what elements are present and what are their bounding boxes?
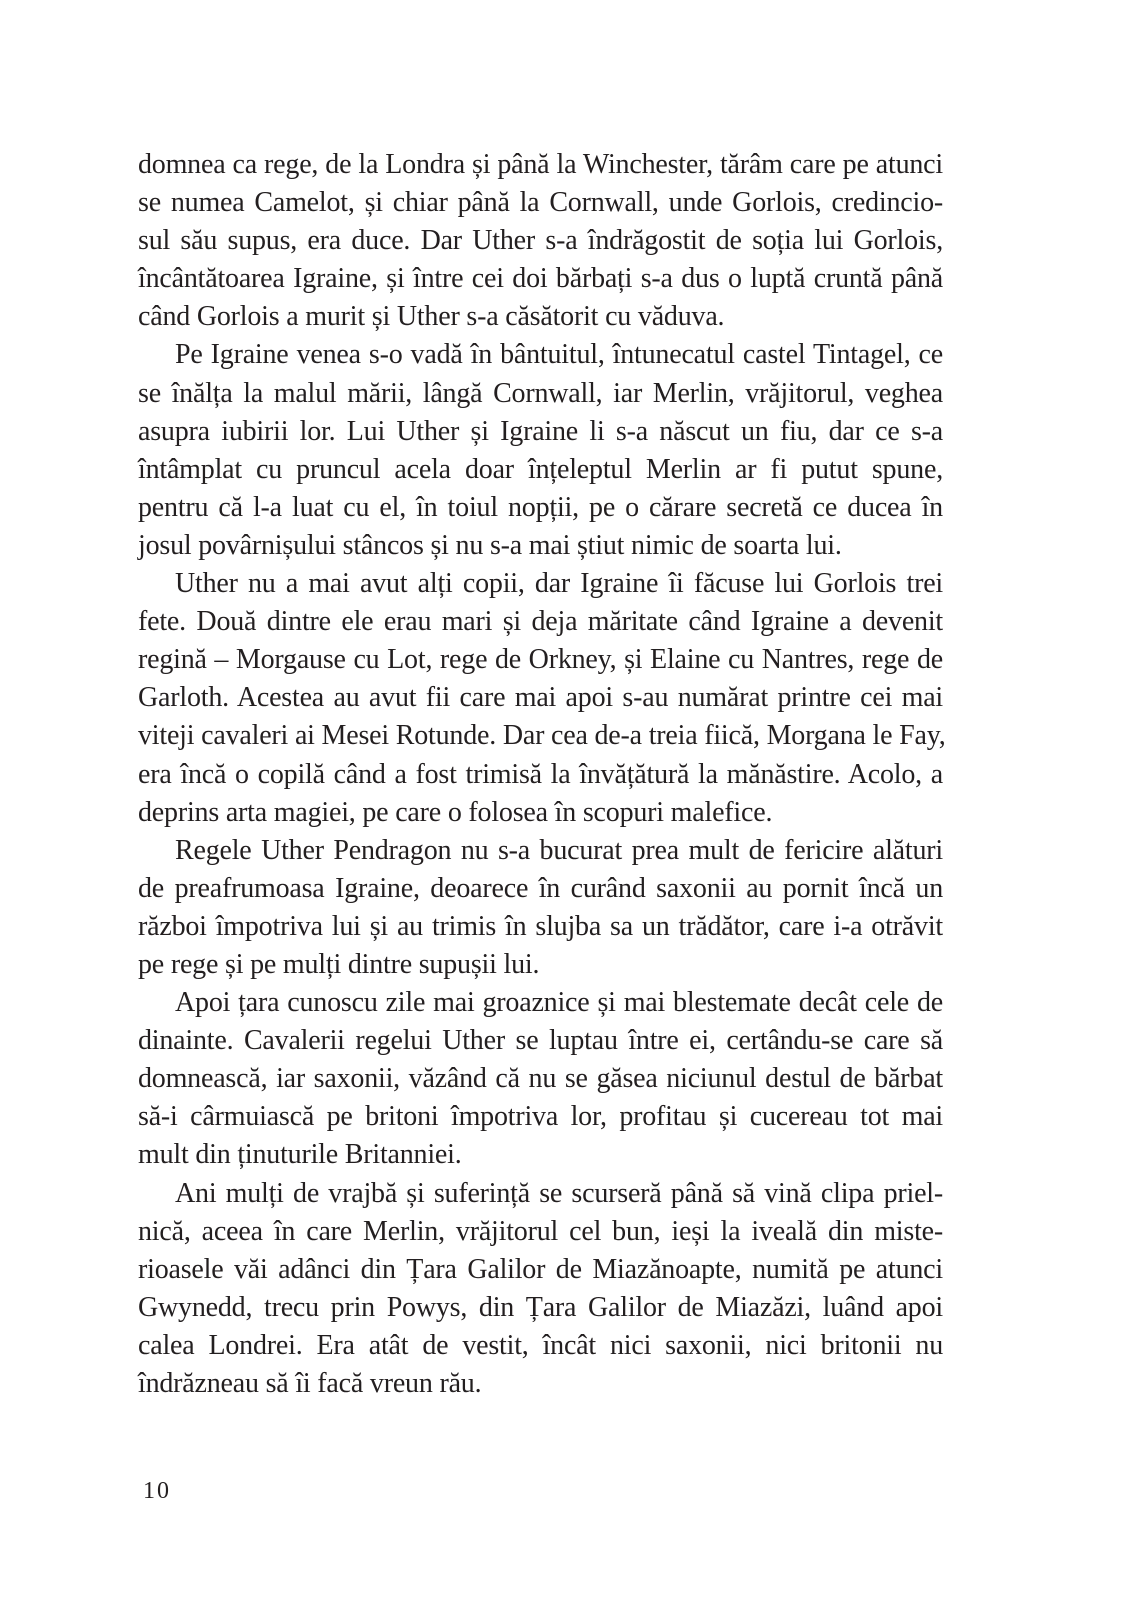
text-line: Gwynedd, trecu prin Powys, din Țara Galilor de Miazăzi, luând apoi: [138, 1291, 943, 1323]
paragraph: [138, 565, 946, 832]
text-line: încântătoarea Igraine, și între cei doi bărbați s-a dus o luptă cruntă până: [138, 263, 943, 295]
text-line: îndrăzneau să îi facă vreun rău.: [138, 1368, 482, 1399]
paragraph: [138, 984, 943, 1174]
text-line: întâmplat cu pruncul acela doar înțeleptul Merlin ar fi putut spune,: [138, 453, 943, 485]
text-line: Ani mulți de vrajbă și suferință se scurseră până să vină clipa priel-: [175, 1177, 943, 1209]
text-line: se numea Camelot, și chiar până la Cornwall, unde Gorlois, credincio-: [138, 187, 943, 219]
text-line: Apoi țara cunoscu zile mai groaznice și mai blestemate decât cele de: [175, 987, 943, 1019]
text-line: Pe Igraine venea s-o vadă în bântuitul, întunecatul castel Tintagel, ce: [175, 339, 943, 371]
text-line: josul povârnișului stâncos și nu s-a mai știut nimic de soarta lui.: [138, 529, 842, 561]
paragraph: [138, 336, 943, 565]
text-line: se înălța la malul mării, lângă Cornwall, iar Merlin, vrăjitorul, veghea: [138, 377, 943, 409]
text-line: Regele Uther Pendragon nu s-a bucurat prea mult de fericire alături: [175, 834, 943, 866]
text-line: fete. Două dintre ele erau mari și deja măritate când Igraine a devenit: [138, 606, 943, 638]
text-line: dinainte. Cavalerii regelui Uther se luptau între ei, certându-se care să: [138, 1025, 943, 1057]
text-line: regină – Morgause cu Lot, rege de Orkney, și Elaine cu Nantres, rege de: [138, 644, 943, 676]
text-line: război împotriva lui și au trimis în slujba sa un trădător, care i-a otrăvit: [138, 910, 943, 942]
text-line: sul său supus, era duce. Dar Uther s-a îndrăgostit de soția lui Gorlois,: [138, 225, 943, 257]
text-line: rioasele văi adânci din Țara Galilor de Miazănoapte, numită pe atunci: [138, 1253, 943, 1285]
text-line: de preafrumoasa Igraine, deoarece în curând saxonii au pornit încă un: [138, 872, 943, 904]
book-page-body: [138, 146, 946, 1403]
text-line: să-i cârmuiască pe britoni împotriva lor, profitau și cucereau tot mai: [138, 1101, 943, 1133]
page-number: 10: [143, 1478, 171, 1504]
text-line: pe rege și pe mulți dintre supușii lui.: [138, 948, 540, 980]
text-line: când Gorlois a murit și Uther s-a căsătorit cu văduva.: [138, 301, 725, 333]
text-line: era încă o copilă când a fost trimisă la învățătură la mănăstire. Acolo, a: [138, 758, 943, 790]
text-line: domnească, iar saxonii, văzând că nu se găsea niciunul destul de bărbat: [138, 1063, 943, 1095]
paragraph: [138, 832, 943, 984]
text-line: mult din ținuturile Britanniei.: [138, 1139, 462, 1171]
text-line: pentru că l-a luat cu el, în toiul nopții, pe o cărare secretă ce ducea în: [138, 491, 943, 523]
text-line: Garloth. Acestea au avut fii care mai apoi s-au numărat printre cei mai: [138, 682, 943, 714]
text-line: nică, aceea în care Merlin, vrăjitorul cel bun, ieși la iveală din miste-: [138, 1215, 943, 1247]
text-line: deprins arta magiei, pe care o folosea în scopuri malefice.: [138, 796, 773, 828]
paragraph: [138, 146, 943, 336]
text-line: calea Londrei. Era atât de vestit, încât nici saxonii, nici britonii nu: [138, 1329, 943, 1361]
text-line: domnea ca rege, de la Londra și până la Winchester, tărâm care pe atunci: [138, 149, 943, 180]
text-line: viteji cavaleri ai Mesei Rotunde. Dar cea de-a treia fiică, Morgana le Fay,: [138, 720, 946, 752]
paragraph: [138, 1175, 943, 1404]
text-line: asupra iubirii lor. Lui Uther și Igraine li s-a născut un fiu, dar ce s-a: [138, 415, 943, 447]
text-line: Uther nu a mai avut alți copii, dar Igraine îi făcuse lui Gorlois trei: [175, 568, 943, 600]
